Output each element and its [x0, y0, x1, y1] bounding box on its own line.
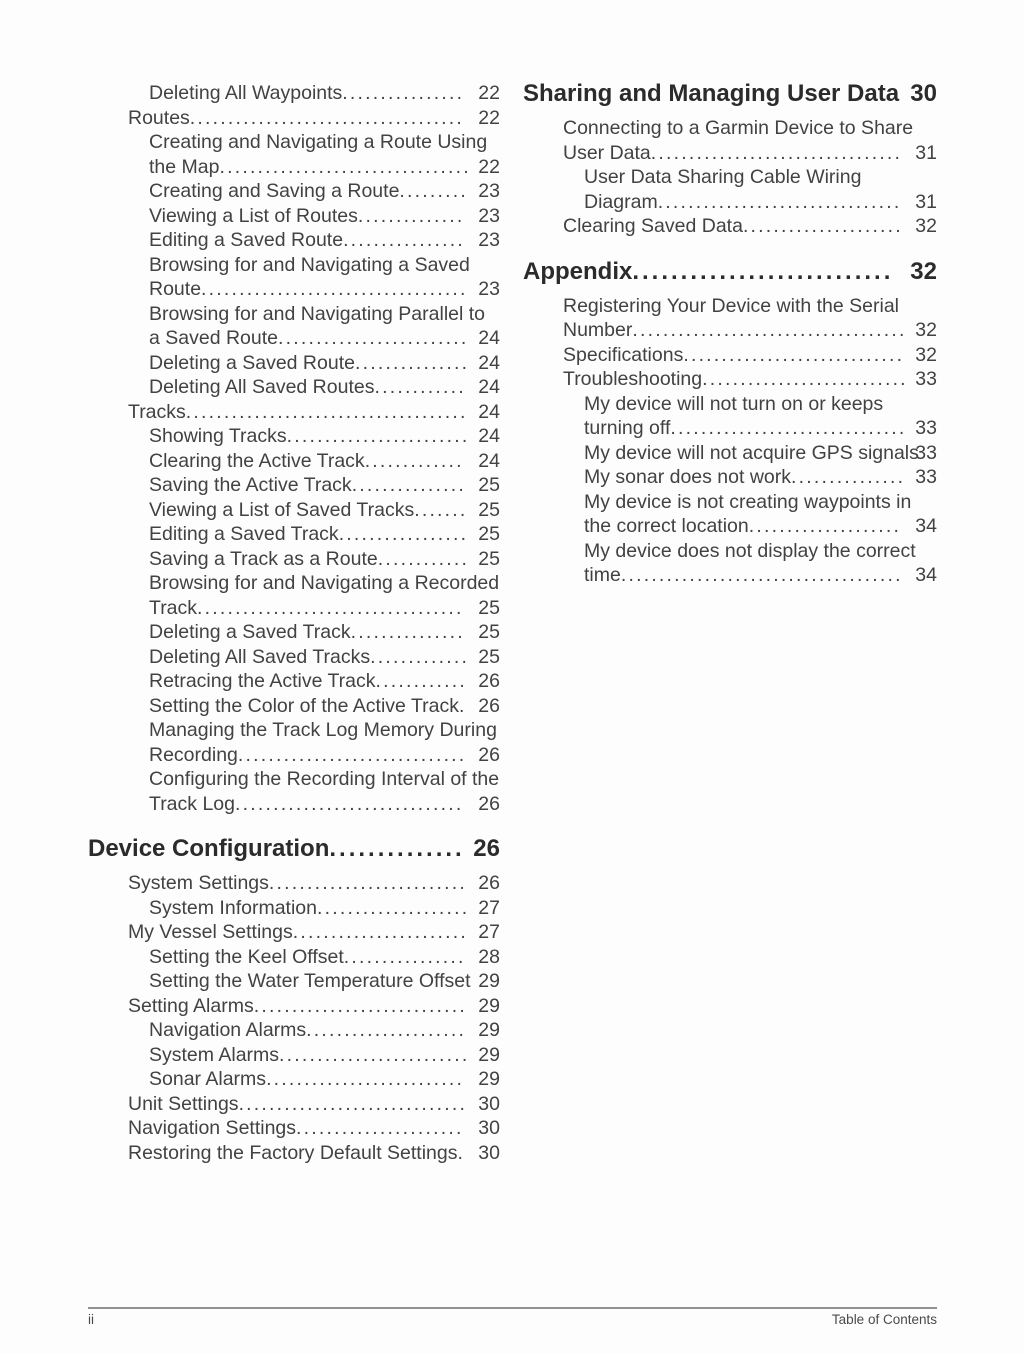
toc-entry-page: 27: [478, 896, 500, 919]
toc-entry[interactable]: [523, 214, 937, 239]
toc-entry-label: Troubleshooting...........................: [563, 368, 908, 390]
toc-entry[interactable]: [88, 1141, 500, 1166]
dot-leader: .................: [338, 523, 469, 545]
dot-leader: ............: [377, 547, 470, 570]
toc-entry[interactable]: [88, 767, 500, 816]
toc-entry[interactable]: [523, 441, 937, 466]
toc-entry-label: My device does not display the correct time.....................................: [584, 539, 916, 586]
toc-entry-label: My Vessel Settings.......................: [128, 921, 468, 943]
toc-entry-page: 32: [915, 215, 937, 237]
dot-leader: ..........................: [268, 872, 467, 894]
footer-section-label: Table of Contents: [831, 1312, 937, 1327]
toc-entry-label: Managing the Track Log Memory During Recording..............................: [149, 719, 497, 766]
toc-entry[interactable]: [88, 81, 500, 106]
dot-leader: .: [459, 694, 467, 717]
page-footer: [88, 1307, 937, 1327]
dot-leader: .....................................: [620, 564, 903, 586]
toc-entry[interactable]: [88, 351, 500, 376]
toc-entry-label: My device will not turn on or keeps turning off...............................: [584, 392, 907, 439]
toc-entry-label: Appendix...........................: [523, 258, 894, 285]
toc-entry[interactable]: [523, 539, 937, 588]
toc-entry-label: User Data Sharing Cable Wiring Diagram................................: [584, 166, 902, 213]
toc-entry[interactable]: [523, 490, 937, 539]
toc-entry-page: 25: [478, 474, 500, 496]
toc-entry-page: 30: [910, 81, 937, 107]
toc-entry[interactable]: [88, 694, 500, 719]
toc-entry-label: System Settings..........................: [128, 872, 467, 894]
toc-entry[interactable]: [88, 1067, 500, 1092]
toc-entry[interactable]: [88, 253, 500, 302]
toc-entry-label: Browsing for and Navigating a Recorded Track...................................: [149, 572, 500, 619]
toc-entry-label: Configuring the Recording Interval of the Track Log..............................: [149, 768, 500, 815]
dot-leader: ....................................: [632, 319, 907, 341]
toc-entry-page: 32: [915, 319, 937, 341]
toc-entry-label: Specifications.............................: [563, 343, 905, 366]
toc-entry-page: 29: [478, 1068, 500, 1090]
toc-entry[interactable]: [88, 645, 500, 670]
dot-leader: ...............: [791, 466, 906, 488]
toc-entry-page: 25: [478, 596, 500, 619]
toc-column-left: [88, 81, 500, 1165]
toc-entry-label: Creating and Saving a Route.........: [149, 180, 468, 202]
dot-leader: ...............: [354, 351, 470, 374]
toc-entry[interactable]: [88, 871, 500, 896]
dot-leader: .......: [414, 498, 468, 521]
toc-entry-label: Editing a Saved Track.................: [149, 523, 469, 545]
toc-section-heading[interactable]: [523, 81, 937, 107]
toc-entry[interactable]: [88, 969, 500, 994]
toc-entry-label: Tracks.....................................: [128, 400, 468, 423]
dot-leader: .............................: [683, 343, 905, 366]
toc-entry-page: 27: [478, 921, 500, 943]
toc-entry-page: 28: [478, 945, 500, 968]
dot-leader: ...............: [351, 474, 466, 496]
toc-entry-label: Deleting a Saved Route...............: [149, 351, 470, 374]
toc-entry-label: Unit Settings..............................: [128, 1092, 468, 1115]
dot-leader: .......................: [292, 921, 468, 943]
dot-leader: .........................: [279, 1043, 470, 1066]
toc-entry[interactable]: [88, 620, 500, 645]
toc-entry-page: 33: [915, 466, 937, 488]
toc-entry[interactable]: [88, 302, 500, 351]
dot-leader: ..............................: [237, 743, 467, 766]
toc-entry-page: 26: [478, 792, 500, 815]
toc-entry[interactable]: [88, 473, 500, 498]
toc-entry-label: Setting the Water Temperature Offset: [149, 970, 471, 992]
toc-entry[interactable]: [88, 204, 500, 229]
toc-entry[interactable]: [523, 165, 937, 214]
dot-leader: ........................: [286, 425, 470, 447]
toc-entry[interactable]: [88, 375, 500, 400]
toc-entry-page: 33: [915, 441, 937, 464]
toc-entry-label: Setting the Keel Offset................: [149, 945, 466, 968]
toc-entry-page: 30: [478, 1117, 500, 1139]
toc-entry[interactable]: [523, 367, 937, 392]
toc-entry[interactable]: [88, 179, 500, 204]
toc-entry-label: Device Configuration..............: [88, 836, 465, 862]
dot-leader: ..............: [329, 836, 465, 862]
toc-entry-page: 24: [478, 400, 500, 423]
dot-leader: ...........................: [632, 258, 894, 285]
toc-entry-page: 23: [478, 278, 500, 300]
toc-column-right: [523, 81, 937, 1165]
dot-leader: ...................................: [197, 596, 464, 619]
toc-entry-page: 25: [478, 621, 500, 643]
toc-entry-page: 24: [478, 376, 500, 398]
dot-leader: .............: [364, 449, 464, 472]
toc-entry-page: 31: [915, 141, 937, 164]
dot-leader: .....................: [306, 1019, 467, 1041]
toc-entry-page: 31: [915, 190, 937, 213]
toc-entry-label: Creating and Navigating a Route Using the Map.................................: [149, 131, 488, 178]
toc-entry-page: 32: [910, 258, 937, 285]
toc-entry[interactable]: [523, 465, 937, 490]
toc-entry[interactable]: [88, 228, 500, 253]
dot-leader: ..............: [357, 204, 465, 227]
dot-leader: ...............: [350, 621, 465, 643]
toc-entry-label: Browsing for and Navigating a Saved Route...................................: [149, 253, 470, 300]
toc-entry[interactable]: [88, 522, 500, 547]
toc-entry-label: Registering Your Device with the Serial Number....................................: [563, 294, 907, 341]
toc-entry-label: Navigation Settings......................: [128, 1117, 464, 1139]
toc-entry-page: 29: [478, 1019, 500, 1041]
dot-leader: ......................: [296, 1117, 464, 1139]
dot-leader: ....................: [748, 515, 902, 537]
toc-section-heading[interactable]: [88, 836, 500, 862]
toc-entry-label: Saving a Track as a Route............: [149, 547, 470, 570]
toc-entry-label: Setting Alarms............................: [128, 994, 468, 1017]
toc-entry[interactable]: [88, 571, 500, 620]
toc-entry-page: 24: [478, 425, 500, 447]
toc-entry-label: Routes....................................: [128, 106, 465, 129]
toc-entry[interactable]: [88, 1043, 500, 1068]
toc-entry[interactable]: [88, 994, 500, 1019]
dot-leader: .....................................: [185, 400, 468, 423]
toc-entry[interactable]: [88, 130, 500, 179]
toc-entry-label: Saving the Active Track...............: [149, 474, 466, 496]
toc-entry[interactable]: [88, 718, 500, 767]
dot-leader: .........: [399, 180, 468, 202]
toc-entry[interactable]: [88, 1092, 500, 1117]
dot-leader: ................................: [657, 190, 902, 213]
toc-entry-label: Setting the Color of the Active Track.: [149, 694, 467, 717]
dot-leader: .....................: [742, 215, 903, 237]
toc-entry[interactable]: [88, 400, 500, 425]
toc-entry-page: 23: [478, 204, 500, 227]
toc-entry-label: My device is not creating waypoints in the correct location....................: [584, 490, 912, 537]
toc-entry-page: 30: [478, 1092, 500, 1115]
toc-entry[interactable]: [88, 1018, 500, 1043]
toc-entry-page: 22: [478, 106, 500, 129]
footer-page-number: ii: [88, 1312, 94, 1327]
toc-entry-label: Clearing Saved Data.....................: [563, 215, 903, 237]
toc-entry-page: 25: [478, 498, 500, 521]
toc-entry-page: 24: [478, 327, 500, 349]
toc-entry-page: 25: [478, 523, 500, 545]
dot-leader: .................................: [650, 141, 903, 164]
dot-leader: ............: [374, 376, 466, 398]
dot-leader: .: [457, 1141, 466, 1164]
toc-entry-label: Viewing a List of Routes..............: [149, 204, 465, 227]
table-of-contents: [88, 81, 937, 1165]
toc-entry[interactable]: [88, 449, 500, 474]
toc-entry-label: My device will not acquire GPS signals: [584, 441, 919, 464]
toc-entry-label: Deleting All Saved Tracks.............: [149, 645, 470, 668]
toc-entry-page: 24: [478, 351, 500, 374]
toc-entry-label: Browsing for and Navigating Parallel to a Saved Route.........................: [149, 302, 486, 349]
toc-entry[interactable]: [88, 669, 500, 694]
toc-entry-label: Deleting All Waypoints................: [149, 82, 465, 104]
toc-entry-label: Sonar Alarms..........................: [149, 1068, 465, 1090]
toc-entry-page: 25: [478, 547, 500, 570]
toc-entry-page: 26: [478, 872, 500, 894]
toc-entry-label: Navigation Alarms.....................: [149, 1019, 467, 1041]
toc-entry-page: 22: [478, 82, 500, 104]
toc-entry-page: 30: [478, 1141, 500, 1164]
toc-entry-page: 32: [915, 343, 937, 366]
toc-entry-label: Clearing the Active Track.............: [149, 449, 464, 472]
toc-entry[interactable]: [88, 106, 500, 131]
toc-entry-label: Sharing and Managing User Data: [523, 81, 900, 107]
toc-entry[interactable]: [523, 294, 937, 343]
toc-entry-label: Restoring the Factory Default Settings.: [128, 1141, 466, 1164]
toc-entry-page: 26: [478, 670, 500, 692]
dot-leader: ..............................: [238, 1092, 468, 1115]
dot-leader: ............: [375, 670, 467, 692]
dot-leader: ..............................: [234, 792, 464, 815]
toc-entry[interactable]: [88, 896, 500, 921]
dot-leader: ...................................: [201, 278, 468, 300]
dot-leader: ...........................: [702, 368, 908, 390]
toc-entry-page: 34: [915, 564, 937, 586]
dot-leader: .............: [370, 645, 470, 668]
toc-section-heading[interactable]: [523, 259, 937, 285]
dot-leader: ....................: [316, 896, 470, 919]
toc-entry[interactable]: [523, 116, 937, 165]
toc-entry[interactable]: [88, 920, 500, 945]
toc-entry-label: Connecting to a Garmin Device to Share User Data.................................: [563, 117, 914, 164]
toc-entry-page: 29: [478, 1043, 500, 1066]
toc-entry[interactable]: [88, 945, 500, 970]
toc-entry-page: 34: [915, 515, 937, 537]
toc-entry-label: My sonar does not work...............: [584, 466, 906, 488]
dot-leader: ................: [343, 945, 466, 968]
toc-entry-label: System Information....................: [149, 896, 470, 919]
toc-entry-label: System Alarms.........................: [149, 1043, 470, 1066]
dot-leader: ...............................: [670, 417, 907, 439]
toc-entry-page: 25: [478, 645, 500, 668]
dot-leader: ....................................: [189, 106, 465, 129]
dot-leader: ................: [343, 229, 465, 251]
toc-entry-page: 26: [478, 694, 500, 717]
toc-entry-page: 29: [478, 994, 500, 1017]
toc-entry-page: 33: [915, 417, 937, 439]
toc-entry[interactable]: [523, 392, 937, 441]
toc-entry-label: Retracing the Active Track............: [149, 670, 467, 692]
toc-entry-page: 24: [478, 449, 500, 472]
toc-entry-page: 22: [478, 155, 500, 178]
toc-entry-page: 33: [915, 368, 937, 390]
dot-leader: ............................: [253, 994, 468, 1017]
dot-leader: .................................: [219, 155, 471, 178]
toc-entry-page: 23: [478, 180, 500, 202]
toc-entry[interactable]: [88, 498, 500, 523]
toc-entry-label: Viewing a List of Saved Tracks.......: [149, 498, 468, 521]
toc-entry-label: Showing Tracks........................: [149, 425, 470, 447]
toc-entry-page: 23: [478, 229, 500, 251]
toc-entry-page: 26: [478, 743, 500, 766]
toc-entry[interactable]: [88, 1116, 500, 1141]
dot-leader: ................: [342, 82, 465, 104]
toc-entry-page: 29: [478, 970, 500, 992]
toc-entry-label: Editing a Saved Route................: [149, 229, 465, 251]
toc-entry[interactable]: [523, 343, 937, 368]
toc-entry[interactable]: [88, 547, 500, 572]
toc-entry-label: Deleting All Saved Routes............: [149, 376, 466, 398]
toc-entry[interactable]: [88, 424, 500, 449]
dot-leader: .........................: [278, 327, 469, 349]
toc-entry-page: 26: [473, 836, 500, 862]
toc-entry-label: Deleting a Saved Track...............: [149, 621, 465, 643]
dot-leader: ..........................: [266, 1068, 465, 1090]
